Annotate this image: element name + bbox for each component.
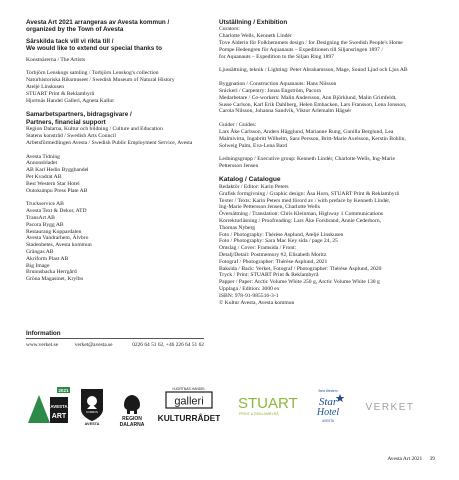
region-text-b: DALARNA: [119, 422, 145, 427]
website-link[interactable]: www.verket.se: [26, 342, 58, 349]
list-item: Statens konstråd / Swedish Arts Council: [26, 133, 116, 140]
list-item: Restaurang Koppardalen: [26, 228, 82, 235]
logo-year: 2021: [58, 387, 69, 393]
sponsors-list-b: [26, 201, 204, 283]
star-text: Star: [318, 396, 338, 408]
list-item: Avesta Tidning: [26, 153, 60, 160]
hjortnas-text: HJORTNÄS HANDEL: [172, 387, 206, 391]
hjortnas-galleri-logo: [158, 385, 220, 429]
publication-name: Avesta Art 2021: [387, 456, 423, 462]
list-item: Big Image: [26, 262, 50, 269]
sponsors-list-a: [26, 154, 204, 195]
list-item: Avesta Text & Dekor, ATD: [26, 208, 87, 215]
list-item: Grängas AB: [26, 248, 54, 255]
kulturradet-text: KULTURRÅDET: [158, 413, 220, 423]
lighting-credit: Ljussättning, teknik / Lighting: Peter Abrahamsson, Mage, Sound Ljud och Ljus AB: [219, 67, 408, 74]
list-item: AB Karl Hedin Bygghandel: [26, 167, 89, 174]
catalogue-heading: Katalog / Catalogue: [219, 175, 281, 183]
list-item: Gröna Magasinet, Krylbo: [26, 276, 84, 283]
email-link[interactable]: verket@avesta.se: [74, 342, 113, 349]
list-item: Region Dalarna, Kultur och bildning / Culture and Education: [26, 126, 163, 133]
list-item: Stadenhetes, Avesta kommun: [26, 242, 92, 249]
avesta-kommun-logo: [78, 387, 106, 427]
dala-horse-icon: [124, 395, 140, 411]
best-western-text: Best Western: [318, 389, 338, 393]
page-footer: [381, 456, 435, 462]
logo-text-bottom: ART: [51, 413, 67, 420]
galleri-text: galleri: [174, 395, 204, 408]
list-item: Ateljé Linskusen: [26, 84, 65, 91]
region-dalarna-logo: [112, 391, 152, 427]
thanks-artists: Konstnärerna / The Artists: [26, 56, 86, 63]
kommun-sub: KOMMUN: [86, 411, 98, 414]
list-item: STUART Print & Reklambyrå: [26, 90, 95, 97]
list-item: Avesta Vandrarhem, Älvbro: [26, 235, 89, 242]
list-item: Truckservice AB: [26, 201, 64, 208]
thanks-heading: Särskilda tack vill vi rikta till / We would like to extend our special thanks to: [26, 37, 162, 53]
list-item: Annonsbladet: [26, 160, 58, 167]
partners-heading: Samarbetspartners, bidragsgivare / Partners, financial support: [26, 111, 132, 126]
hotel-text: Hotel: [316, 407, 340, 418]
list-item: Hjortnäs Handel Galleri, Agneta Kallur: [26, 97, 115, 104]
kommun-name: AVESTA: [84, 422, 100, 426]
page-number: 39: [429, 456, 435, 462]
thanks-list: [26, 70, 204, 104]
stuart-logo: [238, 393, 302, 423]
list-item: Torbjörn Lenskogs samling / Torbjörn Lenskog's collection: [26, 70, 159, 77]
hotel-city-text: AVESTA: [321, 419, 335, 423]
exhibition-credits: Curators: Charlotte Wells, Kenneth Lindér Tove Alderin för Folkhemmets design / for Designing the Swedish People's Home Pompe Hedengren för Aquanauts – Expeditionen till Siljansringen 1897 / for Aquanauts – Expedition to the Siljan Ring 1897: [219, 26, 403, 60]
list-item: Naturhistoriska Riksmuseet / Swedish Museum of Natural History: [26, 77, 175, 84]
list-item: Arbetsförmedlingen Avesta / Swedish Public Employment Service, Avesta: [26, 139, 193, 146]
information-heading: Information: [26, 330, 204, 339]
information-block: [26, 330, 204, 348]
list-item: Pacora Bygg AB: [26, 221, 64, 228]
construction-credits: Byggnation / Construction Aquanauts: Hans Nilsson Snickeri / Carpentry: Jonas Engström, Pacora Medarbetare / Co-workers: Malin Andersson, Ann Björklund, Malin Grimfeldt, Susse Carlson, Karl Erik Dahlberg, Helen Emhacken, Lars Fransson, Lena Jonsson, Carola Nilsson, Johanna Sandvik, Viktor Arlemalm Hägsér: [219, 81, 407, 115]
logo-text-top: AVESTA: [50, 404, 68, 409]
star-hotel-logo: [306, 387, 350, 427]
right-column: [219, 19, 435, 306]
exhibition-heading: Utställning / Exhibition: [219, 19, 288, 26]
list-item: Outokumpu Press Plate AB: [26, 187, 88, 194]
verket-text: VERKET: [365, 402, 415, 413]
list-item: TransArt AB: [26, 214, 55, 221]
list-item: Best Western Star Hotel: [26, 180, 80, 187]
region-text-a: REGION: [122, 416, 142, 422]
list-item: Pet Kvadrat AB: [26, 174, 62, 180]
list-item: Akriform Plast AB: [26, 255, 69, 262]
stuart-text: STUART: [238, 395, 298, 412]
avesta-art-logo: [26, 387, 70, 427]
stuart-sub: PRINT & REKLAMBYRÅ: [239, 412, 279, 416]
guides-credits: Guider / Guides: Lars Åke Carlsson, Anders Hägglund, Marianne Rung, Gunilla Berglund, Lea Malmivirta, Ingabritt Wilhelm, Sara Persson, Britt-Marie Axelsson, Kerstin Bohlin, Solweig Palm, Eva-Lena Bard: [219, 122, 406, 149]
verket-logo: [362, 397, 418, 417]
partners-list: [26, 126, 204, 146]
sponsor-logos: [26, 383, 436, 443]
list-item: Brunnsbacka Herrgård: [26, 269, 77, 276]
catalogue-credits: Redaktör / Editor: Karin Peters Grafisk formgivning / Graphic design: Åsa Horn, STUART Print & Reklambyrå Texter / Texts: Karin Peters med förord av / with preface by Kenneth Lindér, Ing-Marie Pettersson Jensen, Charlotte Wells Översättning / Translation: Chris Kleinman, Highway 1 Communications Korrekturläsning / Proofreading: Lars Åke Forsbrand, Annie Cederborn, Thomas Nyberg Foto / Photography: Thérèse Asplund, Ateljé Linskusen Foto / Photography: Sara Mac Key sida / page 24, 25 Omslag / Cover: Framsida / Front: Detalj/Detail: Postmemory #2, Elisabeth Moritz Fotograf / Photographer: Thérèse Asplund, 2021 Baksida / Back: Verket, Fotograf / Photographer: Thérèse Asplund, 2020 Tryck / Print: STUART Print & Reklambyrå Papper / Paper: Arctic Volume White 250 g, Arctic Volume White 130 g Upplaga / Edition: 3000 ex ISBN: 978-91-985516-3-1 © Kultur Avesta, Avesta kommun: [219, 183, 399, 306]
organizer-heading: Avesta Art 2021 arrangeras av Avesta kommun / organized by the Town of Avesta: [26, 19, 170, 34]
left-column: [26, 19, 204, 283]
executive-group: Ledningsgrupp / Executive group: Kenneth Lindér, Charlotte Wells, Ing-Marie Pettersson Jensen: [219, 156, 396, 170]
phone-number: 0226 64 51 62, +46 226 64 51 62: [132, 342, 204, 349]
